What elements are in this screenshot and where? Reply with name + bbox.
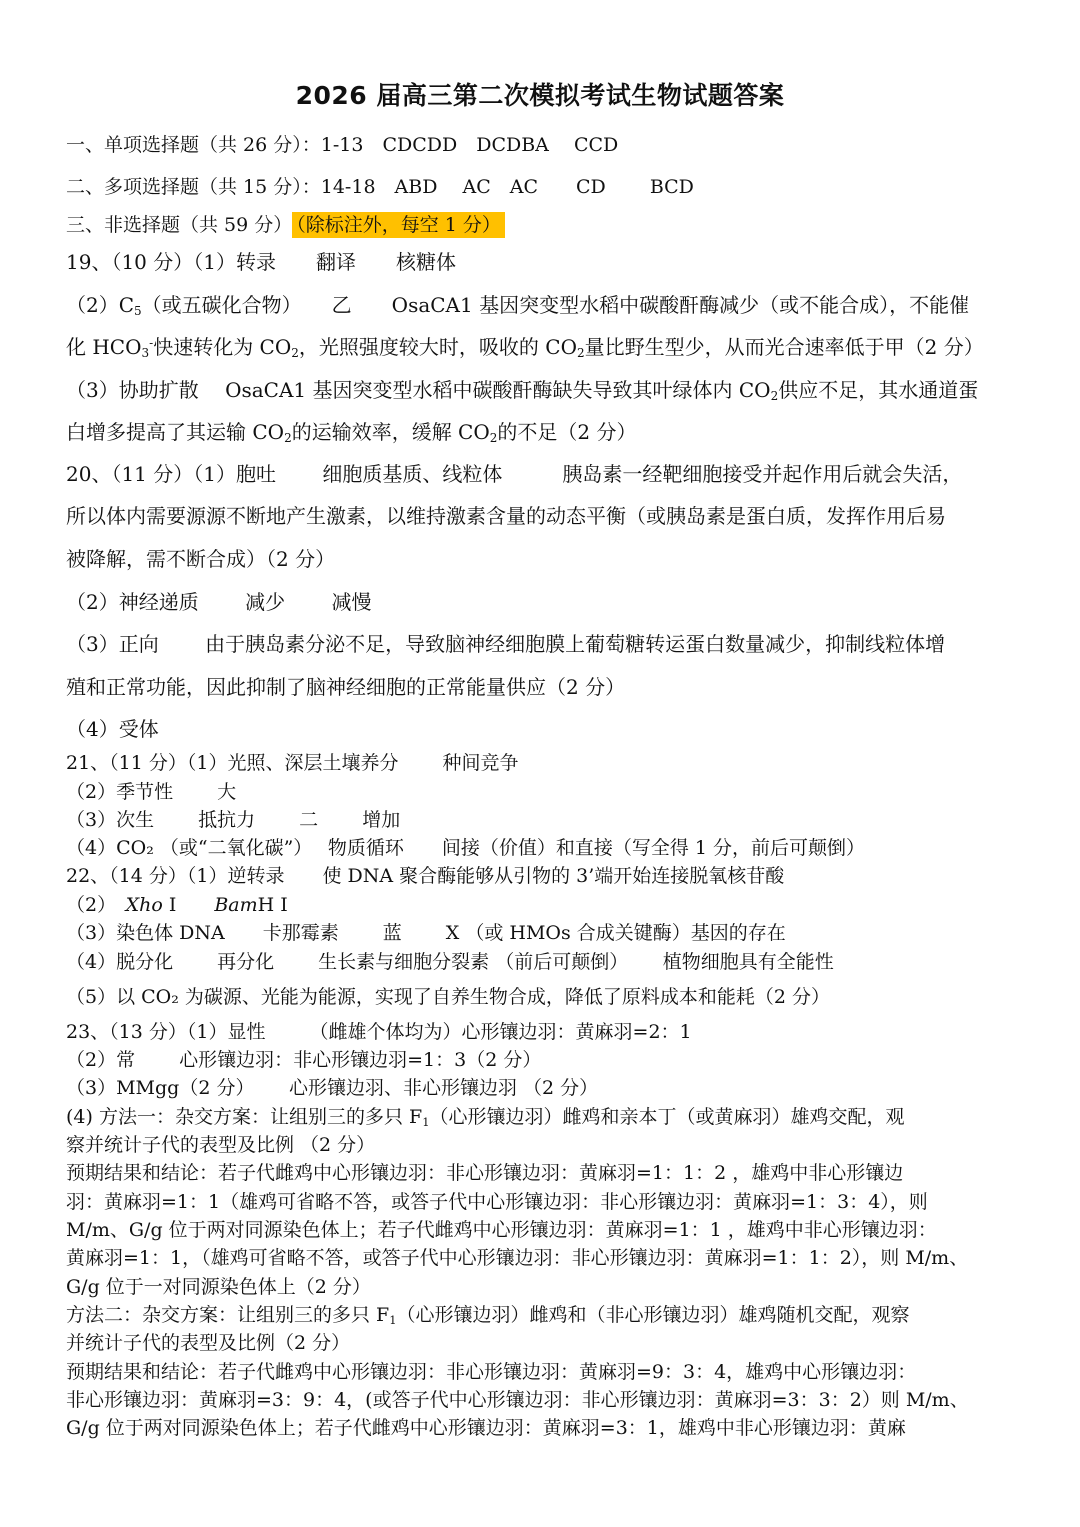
q22-line-3: （3）染色体 DNA 卡那霉素 蓝 X （或 HMOs 合成关键酶）基因的存在 <box>66 922 786 944</box>
section-3-heading <box>66 214 1018 237</box>
q23-method1-line-5: M/m、G/g 位于两对同源染色体上；若子代雌鸡中心形镶边羽：黄麻羽=1：1 ，雄鸡中非心形镶边羽： <box>66 1219 937 1241</box>
q21-line-2: （2）季节性 大 <box>66 781 237 803</box>
q20-line-3: 被降解，需不断合成）（2 分） <box>66 547 336 571</box>
section-3-label: 三、非选择题（共 59 分） <box>66 214 293 236</box>
q20-line-6: 殖和正常功能，因此抑制了脑神经细胞的正常能量供应（2 分） <box>66 675 626 699</box>
q23-method1-line-3: 预期结果和结论：若子代雌鸡中心形镶边羽：非心形镶边羽：黄麻羽=1：1：2 ，雄鸡中非心形镶边 <box>66 1162 904 1184</box>
q19-line-5: 白增多提高了其运输 $CO_2$的运输效率，缓解 $CO_2$的不足（2 分） <box>66 420 637 445</box>
q19-line-3: 化 $HCO_3^-$快速转化为 $CO_2$，光照强度较大时，吸收的 $CO_2$量比野生型少，从而光合速率低于甲（2 分） <box>66 335 984 360</box>
q23-line-2: （2）常 心形镶边羽：非心形镶边羽=1：3（2 分） <box>66 1049 542 1071</box>
q20-line-4: （2）神经递质 减少 减慢 <box>66 590 372 614</box>
scoring-note-highlight: （除标注外，每空 1 分） <box>292 212 505 238</box>
q23-method2-line-1: 方法二：杂交方案：让组别三的多只 $F_1$（心形镶边羽）雌鸡和（非心形镶边羽）雄鸡随机交配，观察 <box>66 1304 910 1327</box>
q21-line-1: 21、（11 分）（1）光照、深层土壤养分 种间竞争 <box>66 752 519 774</box>
q23-method2-line-5: G/g 位于两对同源染色体上；若子代雌鸡中心形镶边羽：黄麻羽=3：1，雄鸡中非心形镶边羽：黄麻 <box>66 1417 906 1439</box>
q23-method2-line-4: 非心形镶边羽：黄麻羽=3：9：4，(或答子代中心形镶边羽：非心形镶边羽：黄麻羽=3：3：2）则 M/m、 <box>66 1389 969 1411</box>
q20-line-5: （3）正向 由于胰岛素分泌不足，导致脑神经细胞膜上葡萄糖转运蛋白数量减少，抑制线粒体增 <box>66 632 946 656</box>
q21-line-4: （4）CO₂ （或“二氧化碳”） 物质循环 间接（价值）和直接（写全得 1 分，前后可颠倒） <box>66 837 865 859</box>
q22-line-5: （5）以 CO₂ 为碳源、光能为能源，实现了自养生物合成，降低了原料成本和能耗（2 分） <box>66 986 831 1008</box>
q23-method2-line-3: 预期结果和结论：若子代雌鸡中心形镶边羽：非心形镶边羽：黄麻羽=9：3：4，雄鸡中心形镶边羽： <box>66 1361 917 1383</box>
page-title: 2026 届高三第二次模拟考试生物试题答案 <box>295 81 785 110</box>
q23-line-3: （3）MMgg（2 分） 心形镶边羽、非心形镶边羽 （2 分） <box>66 1077 599 1099</box>
q19-line-4: （3）协助扩散 OsaCA1 基因突变型水稻中碳酸酐酶缺失导致其叶绿体内 $CO_2$供应不足，其水通道蛋 <box>66 378 979 403</box>
q23-method1-line-1: (4) 方法一：杂交方案：让组别三的多只 $F_1$（心形镶边羽）雌鸡和亲本丁（或黄麻羽）雄鸡交配，观 <box>66 1106 905 1129</box>
q23-method1-line-2: 察并统计子代的表型及比例 （2 分） <box>66 1134 376 1156</box>
q20-line-1: 20、（11 分）（1）胞吐 细胞质基质、线粒体 胰岛素一经靶细胞接受并起作用后就会失活， <box>66 462 963 486</box>
q20-line-2: 所以体内需要源源不断地产生激素，以维持激素含量的动态平衡（或胰岛素是蛋白质，发挥作用后易 <box>66 504 946 528</box>
q23-method1-line-6: 黄麻羽=1：1，（雄鸡可省略不答，或答子代中心形镶边羽：非心形镶边羽：黄麻羽=1：1：2），则 M/m、 <box>66 1247 969 1269</box>
single-choice-answers: 一、单项选择题（共 26 分）：1-13 CDCDD DCDBA CCD <box>66 134 619 156</box>
q23-method1-line-4: 羽：黄麻羽=1：1（雄鸡可省略不答，或答子代中心形镶边羽：非心形镶边羽：黄麻羽=1：3：4），则 <box>66 1191 928 1213</box>
q23-method2-line-2: 并统计子代的表型及比例（2 分） <box>66 1332 351 1354</box>
q20-line-7: （4）受体 <box>66 717 159 741</box>
q23-method1-line-7: G/g 位于一对同源染色体上（2 分） <box>66 1276 371 1298</box>
q23-line-1: 23、（13 分）（1）显性 （雌雄个体均为）心形镶边羽：黄麻羽=2：1 <box>66 1021 692 1043</box>
q22-line-4: （4）脱分化 再分化 生长素与细胞分裂素 （前后可颠倒） 植物细胞具有全能性 <box>66 951 834 973</box>
multi-choice-answers: 二、多项选择题（共 15 分）：14-18 ABD AC AC CD BCD <box>66 176 694 198</box>
q22-line-2: （2） Xho I BamH I <box>66 894 288 916</box>
q21-line-3: （3）次生 抵抗力 二 增加 <box>66 809 401 831</box>
q19-line-1: 19、（10 分）（1）转录 翻译 核糖体 <box>66 250 456 274</box>
q22-line-1: 22、（14 分）（1）逆转录 使 DNA 聚合酶能够从引物的 3’端开始连接脱氧核苷酸 <box>66 865 785 887</box>
q19-line-2: $(2)C_5$（或五碳化合物） 乙 OsaCA1 基因突变型水稻中碳酸酐酶减少（或不能合成），不能催 <box>66 293 970 318</box>
